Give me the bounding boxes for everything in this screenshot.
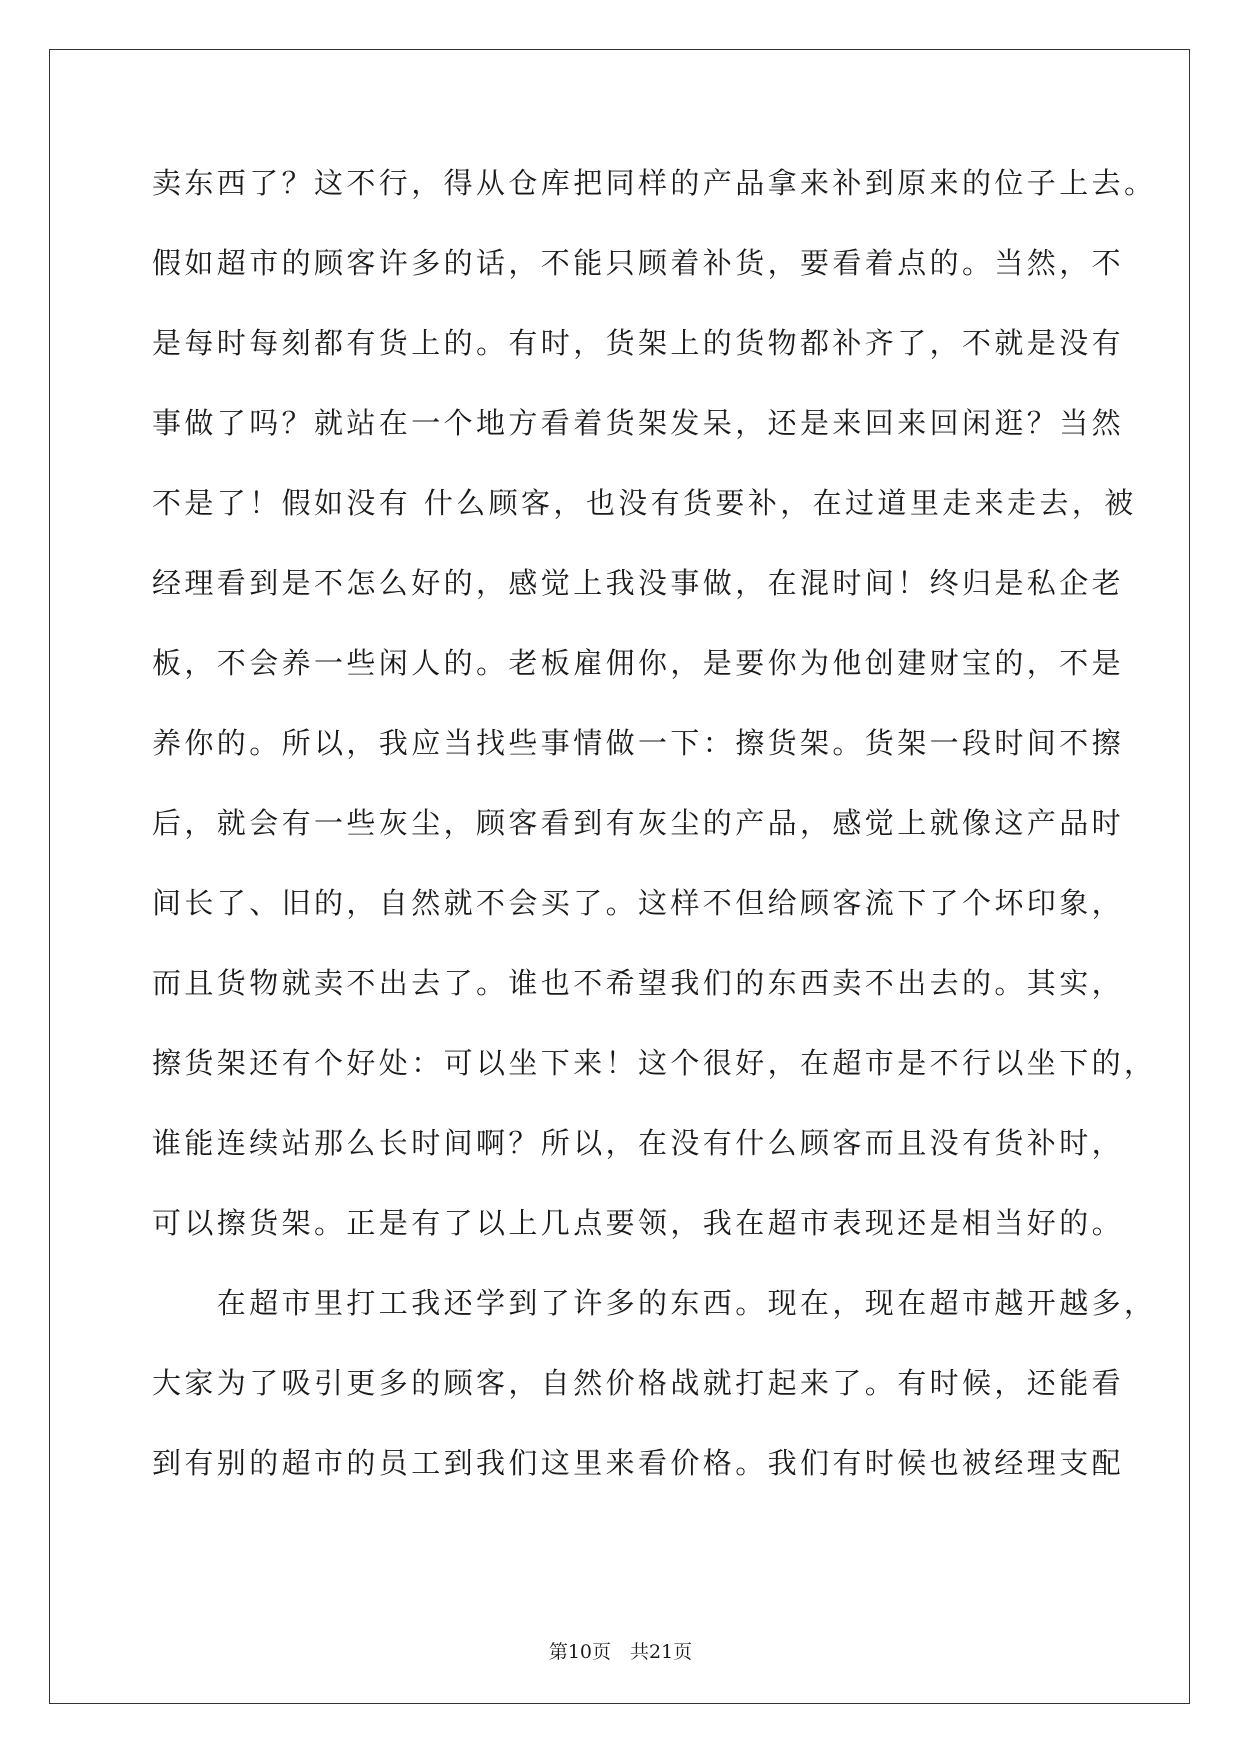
text-line: 可以擦货架。正是有了以上几点要领，我在超市表现还是相当好的。 [152,1206,1125,1240]
text-line: 假如超市的顾客许多的话，不能只顾着补货，要看着点的。当然，不 [152,246,1125,280]
text-line: 间长了、旧的，自然就不会买了。这样不但给顾客流下了个坏印象， [152,886,1125,920]
text-line: 板，不会养一些闲人的。老板雇佣你，是要你为他创建财宝的，不是 [152,646,1125,680]
text-line: 是每时每刻都有货上的。有时，货架上的货物都补齐了，不就是没有 [152,326,1125,360]
text-line: 后，就会有一些灰尘，顾客看到有灰尘的产品，感觉上就像这产品时 [152,806,1125,840]
text-line: 大家为了吸引更多的顾客，自然价格战就打起来了。有时候，还能看 [152,1366,1125,1400]
text-line: 事做了吗？就站在一个地方看着货架发呆，还是来回来回闲逛？当然 [152,406,1125,440]
text-line: 经理看到是不怎么好的，感觉上我没事做，在混时间！终归是私企老 [152,566,1125,600]
text-line: 而且货物就卖不出去了。谁也不希望我们的东西卖不出去的。其实， [152,966,1125,1000]
text-line: 在超市里打工我还学到了许多的东西。现在，现在超市越开越多， [152,1286,1157,1320]
text-line: 谁能连续站那么长时间啊？所以，在没有什么顾客而且没有货补时， [152,1126,1125,1160]
text-line: 卖东西了？这不行，得从仓库把同样的产品拿来补到原来的位子上去。 [152,166,1157,200]
text-line: 养你的。所以，我应当找些事情做一下：擦货架。货架一段时间不擦 [152,726,1125,760]
text-line: 不是了！假如没有 什么顾客，也没有货要补，在过道里走来走去，被 [152,486,1137,520]
page-number: 第10页 共21页 [548,1641,693,1663]
text-line: 擦货架还有个好处：可以坐下来！这个很好，在超市是不行以坐下的， [152,1046,1157,1080]
text-line: 到有别的超市的员工到我们这里来看价格。我们有时候也被经理支配 [152,1446,1125,1480]
